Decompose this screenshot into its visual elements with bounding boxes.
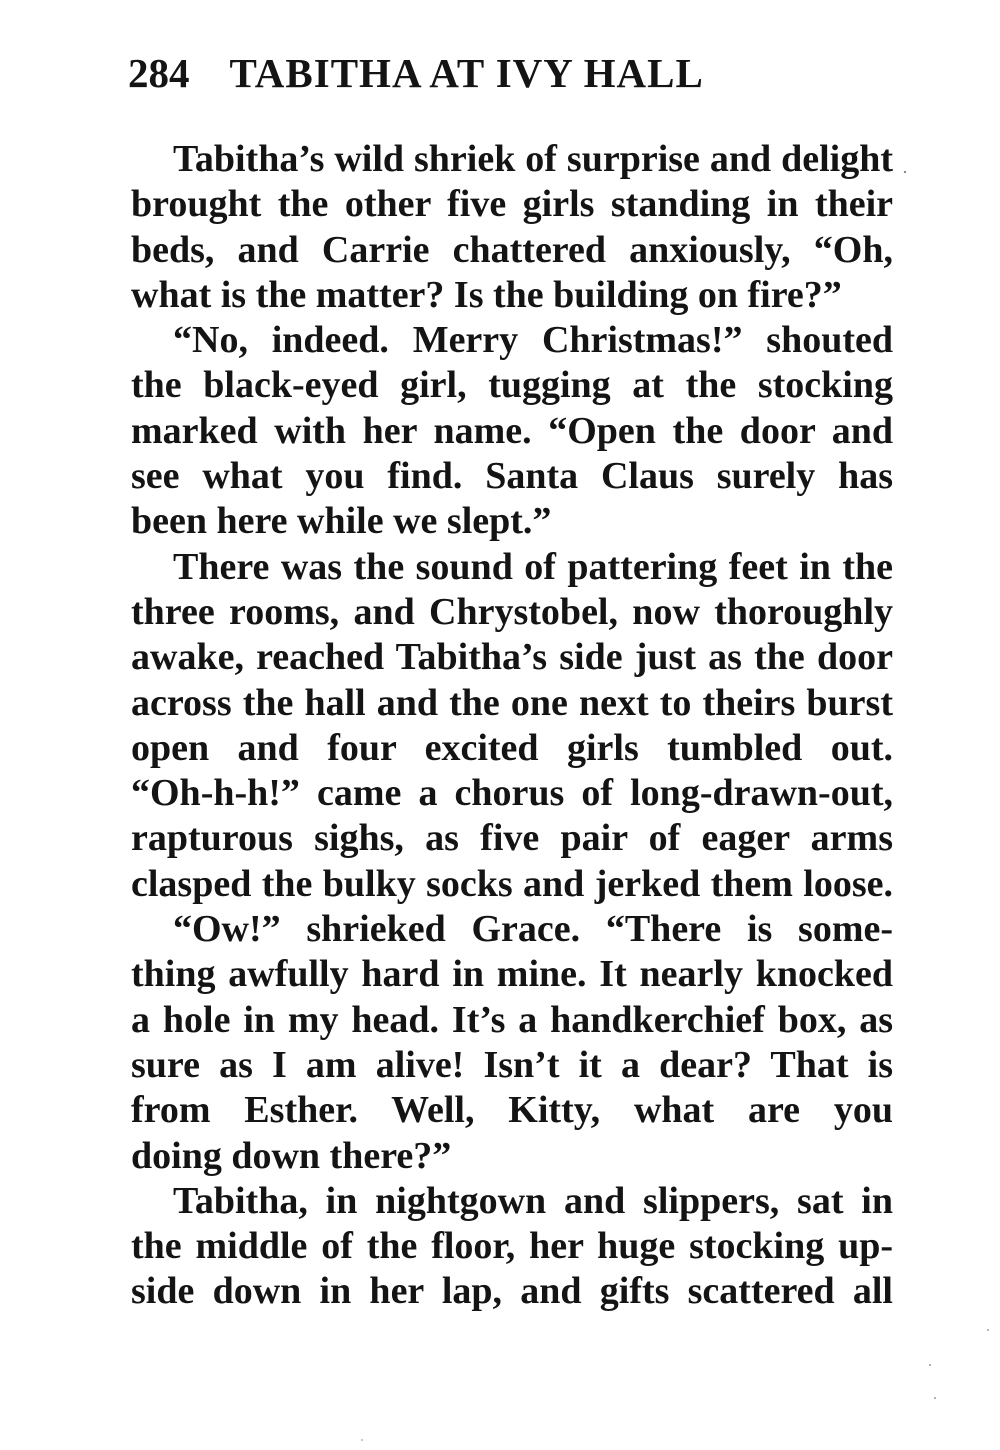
text-line: side down in her lap, and gifts scattered all xyxy=(131,1270,893,1313)
scan-speck xyxy=(904,171,906,173)
body-text xyxy=(131,137,893,1315)
scan-speck xyxy=(987,1329,989,1331)
text-line: “Oh-h-h!” came a chorus of long-drawn-out, xyxy=(131,772,893,815)
scan-speck xyxy=(361,1439,363,1441)
text-line: from Esther. Well, Kitty, what are you xyxy=(131,1089,893,1132)
text-line: beds, and Carrie chattered anxiously, “Oh, xyxy=(131,228,893,271)
text-line: see what you find. Santa Claus surely has xyxy=(131,455,893,498)
text-line: brought the other five girls standing in their xyxy=(131,183,893,226)
text-line: clasped the bulky socks and jerked them loose. xyxy=(131,862,893,905)
paragraph-2 xyxy=(131,318,893,544)
text-line: “No, indeed. Merry Christmas!” shouted xyxy=(173,319,893,362)
text-line: awake, reached Tabitha’s side just as the door xyxy=(131,636,893,679)
text-line: what is the matter? Is the building on fire?” xyxy=(131,273,842,316)
scan-speck xyxy=(929,1364,931,1366)
book-title: TABITHA AT IVY HALL xyxy=(229,50,704,96)
paragraph-3 xyxy=(131,545,893,907)
running-head xyxy=(128,48,828,98)
text-line: rapturous sighs, as five pair of eager arms xyxy=(131,817,893,860)
text-line: open and four excited girls tumbled out. xyxy=(131,726,893,769)
page-number: 284 xyxy=(128,50,190,96)
text-line: marked with her name. “Open the door and xyxy=(131,409,893,452)
paragraph-1 xyxy=(131,137,893,318)
text-line: across the hall and the one next to theirs burst xyxy=(131,681,893,724)
text-line: “Ow!” shrieked Grace. “There is some- xyxy=(173,908,893,951)
text-line: been here while we slept.” xyxy=(131,500,552,543)
text-line: the middle of the floor, her huge stocking up- xyxy=(131,1225,893,1268)
text-line: sure as I am alive! Isn’t it a dear? That is xyxy=(131,1043,893,1086)
text-line: doing down there?” xyxy=(131,1134,452,1177)
text-line: Tabitha’s wild shriek of surprise and delight xyxy=(173,138,893,180)
paragraph-5 xyxy=(131,1179,893,1315)
text-line: thing awfully hard in mine. It nearly knocked xyxy=(131,953,893,996)
text-line: a hole in my head. It’s a handkerchief box, as xyxy=(131,998,893,1041)
text-line: three rooms, and Chrystobel, now thoroughly xyxy=(131,590,893,633)
text-line: Tabitha, in nightgown and slippers, sat in xyxy=(173,1179,893,1222)
scan-speck xyxy=(934,1397,936,1399)
text-line: There was the sound of pattering feet in the xyxy=(173,545,893,588)
paragraph-4 xyxy=(131,907,893,1179)
text-line: the black-eyed girl, tugging at the stocking xyxy=(131,364,893,407)
